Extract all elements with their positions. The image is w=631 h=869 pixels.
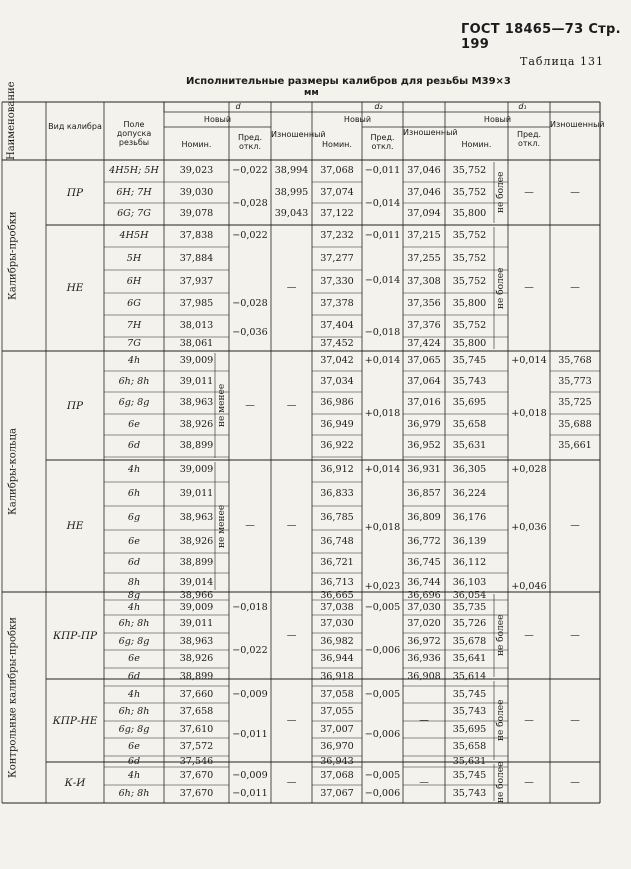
d1-nominal: 36,224 [452, 488, 487, 499]
d2-nominal: 36,944 [320, 653, 354, 664]
d-nominal: 39,023 [179, 165, 214, 176]
d1-deviation: +0,028 [511, 463, 547, 475]
d2-nominal: 37,068 [320, 770, 354, 781]
d-nominal: 37,985 [179, 298, 214, 309]
d1-nominal: 35,800 [452, 208, 487, 219]
pole-dopuska: 6e [128, 741, 140, 752]
d2-worn: 36,931 [407, 463, 441, 475]
merged-deviation: +0,018 [364, 408, 401, 419]
d2-worn: 37,308 [407, 275, 441, 287]
d1-nominal: 35,658 [452, 418, 487, 430]
dash: — [524, 629, 534, 641]
d1-nominal: 36,054 [452, 590, 487, 601]
d2-nominal: 36,982 [320, 635, 354, 647]
pole-dopuska: 6g; 8g [118, 723, 150, 735]
d-nominal: 39,030 [179, 186, 214, 198]
dash: — [570, 520, 580, 531]
d1-nominal: 35,752 [452, 186, 487, 198]
d2-worn: 37,215 [407, 230, 441, 241]
d-nominal: 38,963 [179, 635, 214, 647]
d2-worn: 37,020 [407, 618, 441, 629]
header-d2: d₂ [374, 102, 383, 111]
d2-deviation: −0,011 [364, 230, 401, 241]
d2-nominal: 37,378 [320, 298, 354, 309]
d2-nominal: 37,055 [320, 706, 354, 717]
dash: — [245, 399, 255, 411]
header-pole: Поле допуска резьбы [116, 120, 152, 148]
dash: — [570, 776, 580, 788]
pole-dopuska: 6h [127, 488, 141, 499]
d1-nominal: 35,735 [452, 601, 487, 613]
pole-dopuska: 4h [127, 601, 141, 613]
d-nominal: 38,963 [179, 397, 214, 408]
pole-dopuska: 6h; 8h [118, 618, 150, 629]
dash: — [570, 282, 580, 293]
d2-deviation: −0,011 [364, 165, 401, 176]
d2-nominal: 36,986 [320, 397, 354, 408]
d-nominal: 38,061 [179, 338, 214, 349]
d-worn: 38,995 [274, 186, 309, 198]
d1-nominal: 35,658 [452, 741, 487, 752]
d2-worn: 37,255 [407, 252, 441, 264]
pole-dopuska: 4h [127, 463, 141, 475]
d1-nominal: 35,641 [452, 653, 487, 664]
d1-nominal: 35,743 [452, 375, 487, 387]
header-naimenovanie: Наименование [6, 81, 17, 160]
merged-deviation: −0,014 [364, 197, 401, 209]
pole-dopuska: 6e [128, 418, 140, 430]
header-iznosh: Изношенный [550, 120, 605, 129]
d-nominal: 39,009 [179, 463, 214, 475]
d2-worn: 36,908 [407, 671, 441, 682]
d2-worn: 36,936 [407, 653, 441, 664]
d1-nominal: 35,752 [452, 230, 487, 241]
d2-nominal: 36,922 [320, 440, 354, 451]
merged-deviation: −0,006 [364, 644, 401, 656]
d1-worn: 35,725 [558, 397, 592, 408]
pole-dopuska: 4h [127, 688, 141, 700]
d1-worn: 35,773 [558, 375, 592, 387]
d-nominal: 38,966 [179, 590, 214, 601]
header-nomin: Номин. [461, 140, 492, 149]
d2-nominal: 37,034 [320, 375, 354, 387]
header-d1: d₁ [518, 102, 527, 111]
d2-nominal: 37,058 [320, 688, 354, 700]
d-nominal: 39,009 [179, 355, 214, 366]
d-nominal: 37,838 [179, 230, 214, 241]
d-deviation: −0,009 [232, 688, 268, 700]
group-label: Калибры-пробки [7, 211, 19, 300]
merged-deviation: −0,028 [232, 297, 268, 309]
d2-nominal: 36,713 [320, 576, 354, 588]
pole-dopuska: 6d [127, 557, 141, 568]
d-nominal: 38,899 [179, 440, 214, 451]
d1-nominal: 35,745 [452, 770, 487, 781]
dash: — [286, 629, 297, 641]
kind-label: К-И [64, 776, 86, 789]
d1-nominal: 35,743 [452, 788, 487, 799]
d-nominal: 38,926 [179, 653, 214, 664]
d2-worn: 36,744 [407, 576, 441, 588]
d2-nominal: 36,721 [320, 557, 354, 568]
d-deviation: −0,022 [232, 230, 268, 241]
dash: — [524, 186, 534, 198]
d1-nominal: 35,614 [452, 671, 487, 682]
d2-deviation: −0,006 [364, 788, 401, 799]
d2-worn: 36,696 [407, 590, 441, 601]
d2-nominal: 36,943 [320, 755, 354, 767]
pole-dopuska: 8g [127, 590, 141, 601]
d2-worn: 36,979 [407, 418, 441, 430]
merged-deviation: −0,006 [364, 729, 401, 740]
d1-nominal: 36,103 [452, 576, 487, 588]
header-pred: Пред. откл. [516, 130, 542, 149]
d-nominal: 37,884 [179, 252, 214, 264]
d-deviation: −0,009 [232, 770, 268, 781]
d1-nominal: 35,695 [452, 397, 487, 408]
dash: — [286, 282, 297, 293]
d2-deviation: −0,005 [364, 601, 401, 613]
pole-dopuska: 6H; 7H [116, 186, 152, 198]
d-nominal: 37,572 [179, 741, 214, 752]
d1-nominal: 35,752 [452, 165, 487, 176]
d2-deviation: −0,005 [364, 770, 401, 781]
kind-label: ПР [66, 399, 84, 412]
header-nomin: Номин. [181, 140, 212, 149]
dash: — [286, 776, 297, 788]
d2-nominal: 36,970 [320, 741, 354, 752]
d2-nominal: 37,452 [320, 338, 354, 349]
kind-label: ПР [66, 186, 84, 199]
not-more-label: не более [496, 699, 506, 742]
group-label: Калибры-кольца [7, 428, 19, 515]
d1-worn: 35,661 [558, 440, 592, 451]
pole-dopuska: 6g; 8g [118, 635, 150, 647]
header-iznosh: Изношенный [271, 130, 326, 139]
d-nominal: 37,658 [179, 706, 214, 717]
d2-worn: 37,094 [407, 208, 441, 219]
d-deviation: −0,011 [232, 788, 268, 799]
d2-worn: 36,745 [407, 557, 441, 568]
merged-deviation: −0,011 [232, 729, 268, 740]
pole-dopuska: 4h [127, 355, 141, 366]
d2-worn: 37,064 [407, 375, 441, 387]
dash: — [524, 776, 534, 788]
d1-worn: 35,688 [558, 418, 592, 430]
d2-worn: 37,376 [407, 320, 441, 331]
d2-nominal: 37,277 [320, 252, 354, 264]
d1-nominal: 36,176 [452, 512, 487, 523]
header-d: d [235, 102, 241, 111]
pole-dopuska: 6e [128, 535, 140, 547]
dash: — [245, 520, 255, 531]
d2-worn: 37,424 [407, 338, 441, 349]
pole-dopuska: 6d [127, 440, 141, 451]
pole-dopuska: 6g; 8g [118, 397, 150, 408]
pole-dopuska: 7H [126, 320, 142, 331]
d1-nominal: 35,752 [452, 320, 487, 331]
d2-nominal: 37,330 [320, 275, 354, 287]
dash: — [286, 399, 297, 411]
pole-dopuska: 6G; 7G [117, 208, 151, 219]
dash: — [570, 629, 580, 641]
merged-deviation: −0,018 [364, 327, 401, 338]
pole-dopuska: 6h; 8h [118, 788, 150, 799]
header-noviy: Новый [343, 115, 372, 124]
dash: — [524, 282, 534, 293]
not-less-label: не менее [217, 504, 227, 548]
pole-dopuska: 6h; 8h [118, 375, 150, 387]
dash: — [419, 776, 429, 788]
merged-deviation: +0,036 [511, 521, 547, 533]
pole-dopuska: 6g [127, 512, 141, 523]
d-nominal: 39,011 [179, 618, 214, 629]
d2-nominal: 37,067 [320, 788, 354, 799]
not-more-label: не более [496, 761, 506, 804]
header-pred: Пред. откл. [237, 133, 263, 152]
d1-nominal: 35,695 [452, 723, 487, 735]
d1-nominal: 35,745 [452, 355, 487, 366]
dash: — [524, 714, 534, 726]
d2-nominal: 37,232 [320, 230, 354, 241]
d2-nominal: 36,665 [320, 590, 354, 601]
d2-nominal: 36,912 [320, 463, 354, 475]
table-title: Исполнительные размеры калибров для резьбы M39×3 [186, 76, 511, 87]
merged-deviation: +0,018 [364, 521, 401, 533]
not-less-label: не менее [217, 383, 227, 428]
d2-worn: 36,857 [407, 488, 441, 499]
not-more-label: не более [496, 171, 506, 214]
pole-dopuska: 6d [127, 671, 141, 682]
d2-worn: 37,016 [407, 397, 441, 408]
table-number: Таблица 131 [520, 55, 604, 68]
d1-nominal: 35,800 [452, 298, 487, 309]
pole-dopuska: 5H [126, 252, 142, 264]
d-nominal: 38,899 [179, 671, 214, 682]
d2-deviation: +0,014 [364, 463, 401, 475]
kind-label: НЕ [66, 520, 84, 532]
header-noviy: Новый [483, 115, 512, 124]
d2-worn: 37,356 [407, 298, 441, 309]
kind-label: КПР-ПР [52, 629, 98, 642]
d1-nominal: 36,139 [452, 535, 487, 547]
dash: — [286, 714, 297, 726]
d2-worn: 36,809 [407, 512, 441, 523]
merged-deviation: +0,023 [364, 580, 401, 592]
header-nomin: Номин. [322, 140, 352, 149]
pole-dopuska: 6h; 8h [118, 706, 150, 717]
pole-dopuska: 4H5H; 5H [109, 165, 159, 176]
pole-dopuska: 6e [128, 653, 140, 664]
table-unit: мм [304, 88, 319, 98]
merged-deviation: −0,028 [232, 197, 268, 209]
d2-nominal: 37,007 [320, 723, 354, 735]
d2-nominal: 36,833 [320, 488, 354, 499]
d1-deviation: +0,014 [511, 355, 547, 366]
d-deviation: −0,018 [232, 601, 268, 613]
d-deviation: −0,022 [232, 165, 268, 176]
d-nominal: 39,078 [179, 208, 214, 219]
d-worn: 38,994 [274, 165, 309, 176]
d-nominal: 39,014 [179, 576, 214, 588]
page-header: ГОСТ 18465—73 Стр. 199 [461, 22, 621, 52]
d2-worn: 36,952 [407, 440, 441, 451]
pole-dopuska: 7G [127, 338, 141, 349]
d1-nominal: 35,745 [452, 688, 487, 700]
d2-worn: 37,046 [407, 186, 441, 198]
not-more-label: не более [496, 614, 506, 657]
d1-nominal: 36,112 [452, 557, 487, 568]
d-nominal: 39,011 [179, 488, 214, 499]
d-nominal: 39,009 [179, 601, 214, 613]
d2-nominal: 36,949 [320, 418, 354, 430]
pole-dopuska: 6G [127, 298, 141, 309]
merged-deviation: −0,036 [232, 327, 268, 338]
d2-worn: 37,030 [407, 601, 441, 613]
pole-dopuska: 6H [126, 275, 142, 287]
d-nominal: 38,926 [179, 418, 214, 430]
d-nominal: 37,546 [179, 755, 214, 767]
d-nominal: 38,013 [179, 320, 214, 331]
d1-nominal: 36,305 [452, 463, 487, 475]
d1-nominal: 35,631 [452, 755, 487, 767]
d2-worn: 36,972 [407, 635, 441, 647]
d2-nominal: 36,785 [320, 512, 354, 523]
not-more-label: не более [496, 267, 506, 309]
d-nominal: 39,011 [179, 375, 214, 387]
d2-nominal: 37,074 [320, 186, 354, 198]
d2-nominal: 37,068 [320, 165, 354, 176]
pole-dopuska: 8h [127, 576, 141, 588]
d2-deviation: +0,014 [364, 355, 401, 366]
d2-nominal: 37,038 [320, 601, 354, 613]
d-nominal: 37,937 [179, 275, 214, 287]
d2-nominal: 37,030 [320, 618, 354, 629]
d1-nominal: 35,752 [452, 252, 487, 264]
header-iznosh: Изношенный [403, 128, 458, 137]
dash: — [570, 186, 580, 198]
d2-nominal: 36,748 [320, 535, 354, 547]
d-nominal: 38,899 [179, 557, 214, 568]
d1-nominal: 35,631 [452, 440, 487, 451]
d-nominal: 37,670 [179, 788, 214, 799]
d1-nominal: 35,678 [452, 635, 487, 647]
header-pred: Пред. откл. [370, 133, 395, 152]
d-worn: 39,043 [274, 208, 309, 219]
d2-deviation: −0,005 [364, 688, 401, 700]
d1-nominal: 35,743 [452, 706, 487, 717]
pole-dopuska: 4H5H [119, 230, 149, 241]
merged-deviation: −0,014 [364, 275, 401, 286]
header-noviy: Новый [203, 115, 232, 124]
d-nominal: 37,670 [179, 770, 214, 781]
d2-nominal: 37,122 [320, 208, 354, 219]
d-nominal: 38,963 [179, 512, 214, 523]
d2-nominal: 37,042 [320, 355, 354, 366]
merged-deviation: +0,046 [511, 580, 547, 592]
dash: — [570, 714, 580, 726]
d2-worn: 37,065 [407, 355, 441, 366]
d-nominal: 37,610 [179, 723, 214, 735]
d-nominal: 38,926 [179, 535, 214, 547]
merged-deviation: −0,022 [232, 644, 268, 656]
d1-worn: 35,768 [558, 355, 592, 366]
group-label: Контрольные калибры-пробки [7, 617, 19, 778]
kind-label: КПР-НЕ [52, 714, 98, 727]
d2-nominal: 37,404 [320, 320, 354, 331]
kind-label: НЕ [66, 282, 84, 294]
d2-worn: 36,772 [407, 535, 441, 547]
dash: — [419, 714, 429, 726]
d1-nominal: 35,800 [452, 338, 487, 349]
d2-nominal: 36,918 [320, 671, 354, 682]
d1-nominal: 35,726 [452, 618, 487, 629]
pole-dopuska: 4h [127, 770, 141, 781]
d-nominal: 37,660 [179, 688, 214, 700]
d2-worn: 37,046 [407, 165, 441, 176]
merged-deviation: +0,018 [511, 408, 547, 419]
dash: — [286, 520, 297, 531]
header-vid-kalibra: Вид калибра [48, 122, 102, 131]
d1-nominal: 35,752 [452, 275, 487, 287]
pole-dopuska: 6d [127, 755, 141, 767]
